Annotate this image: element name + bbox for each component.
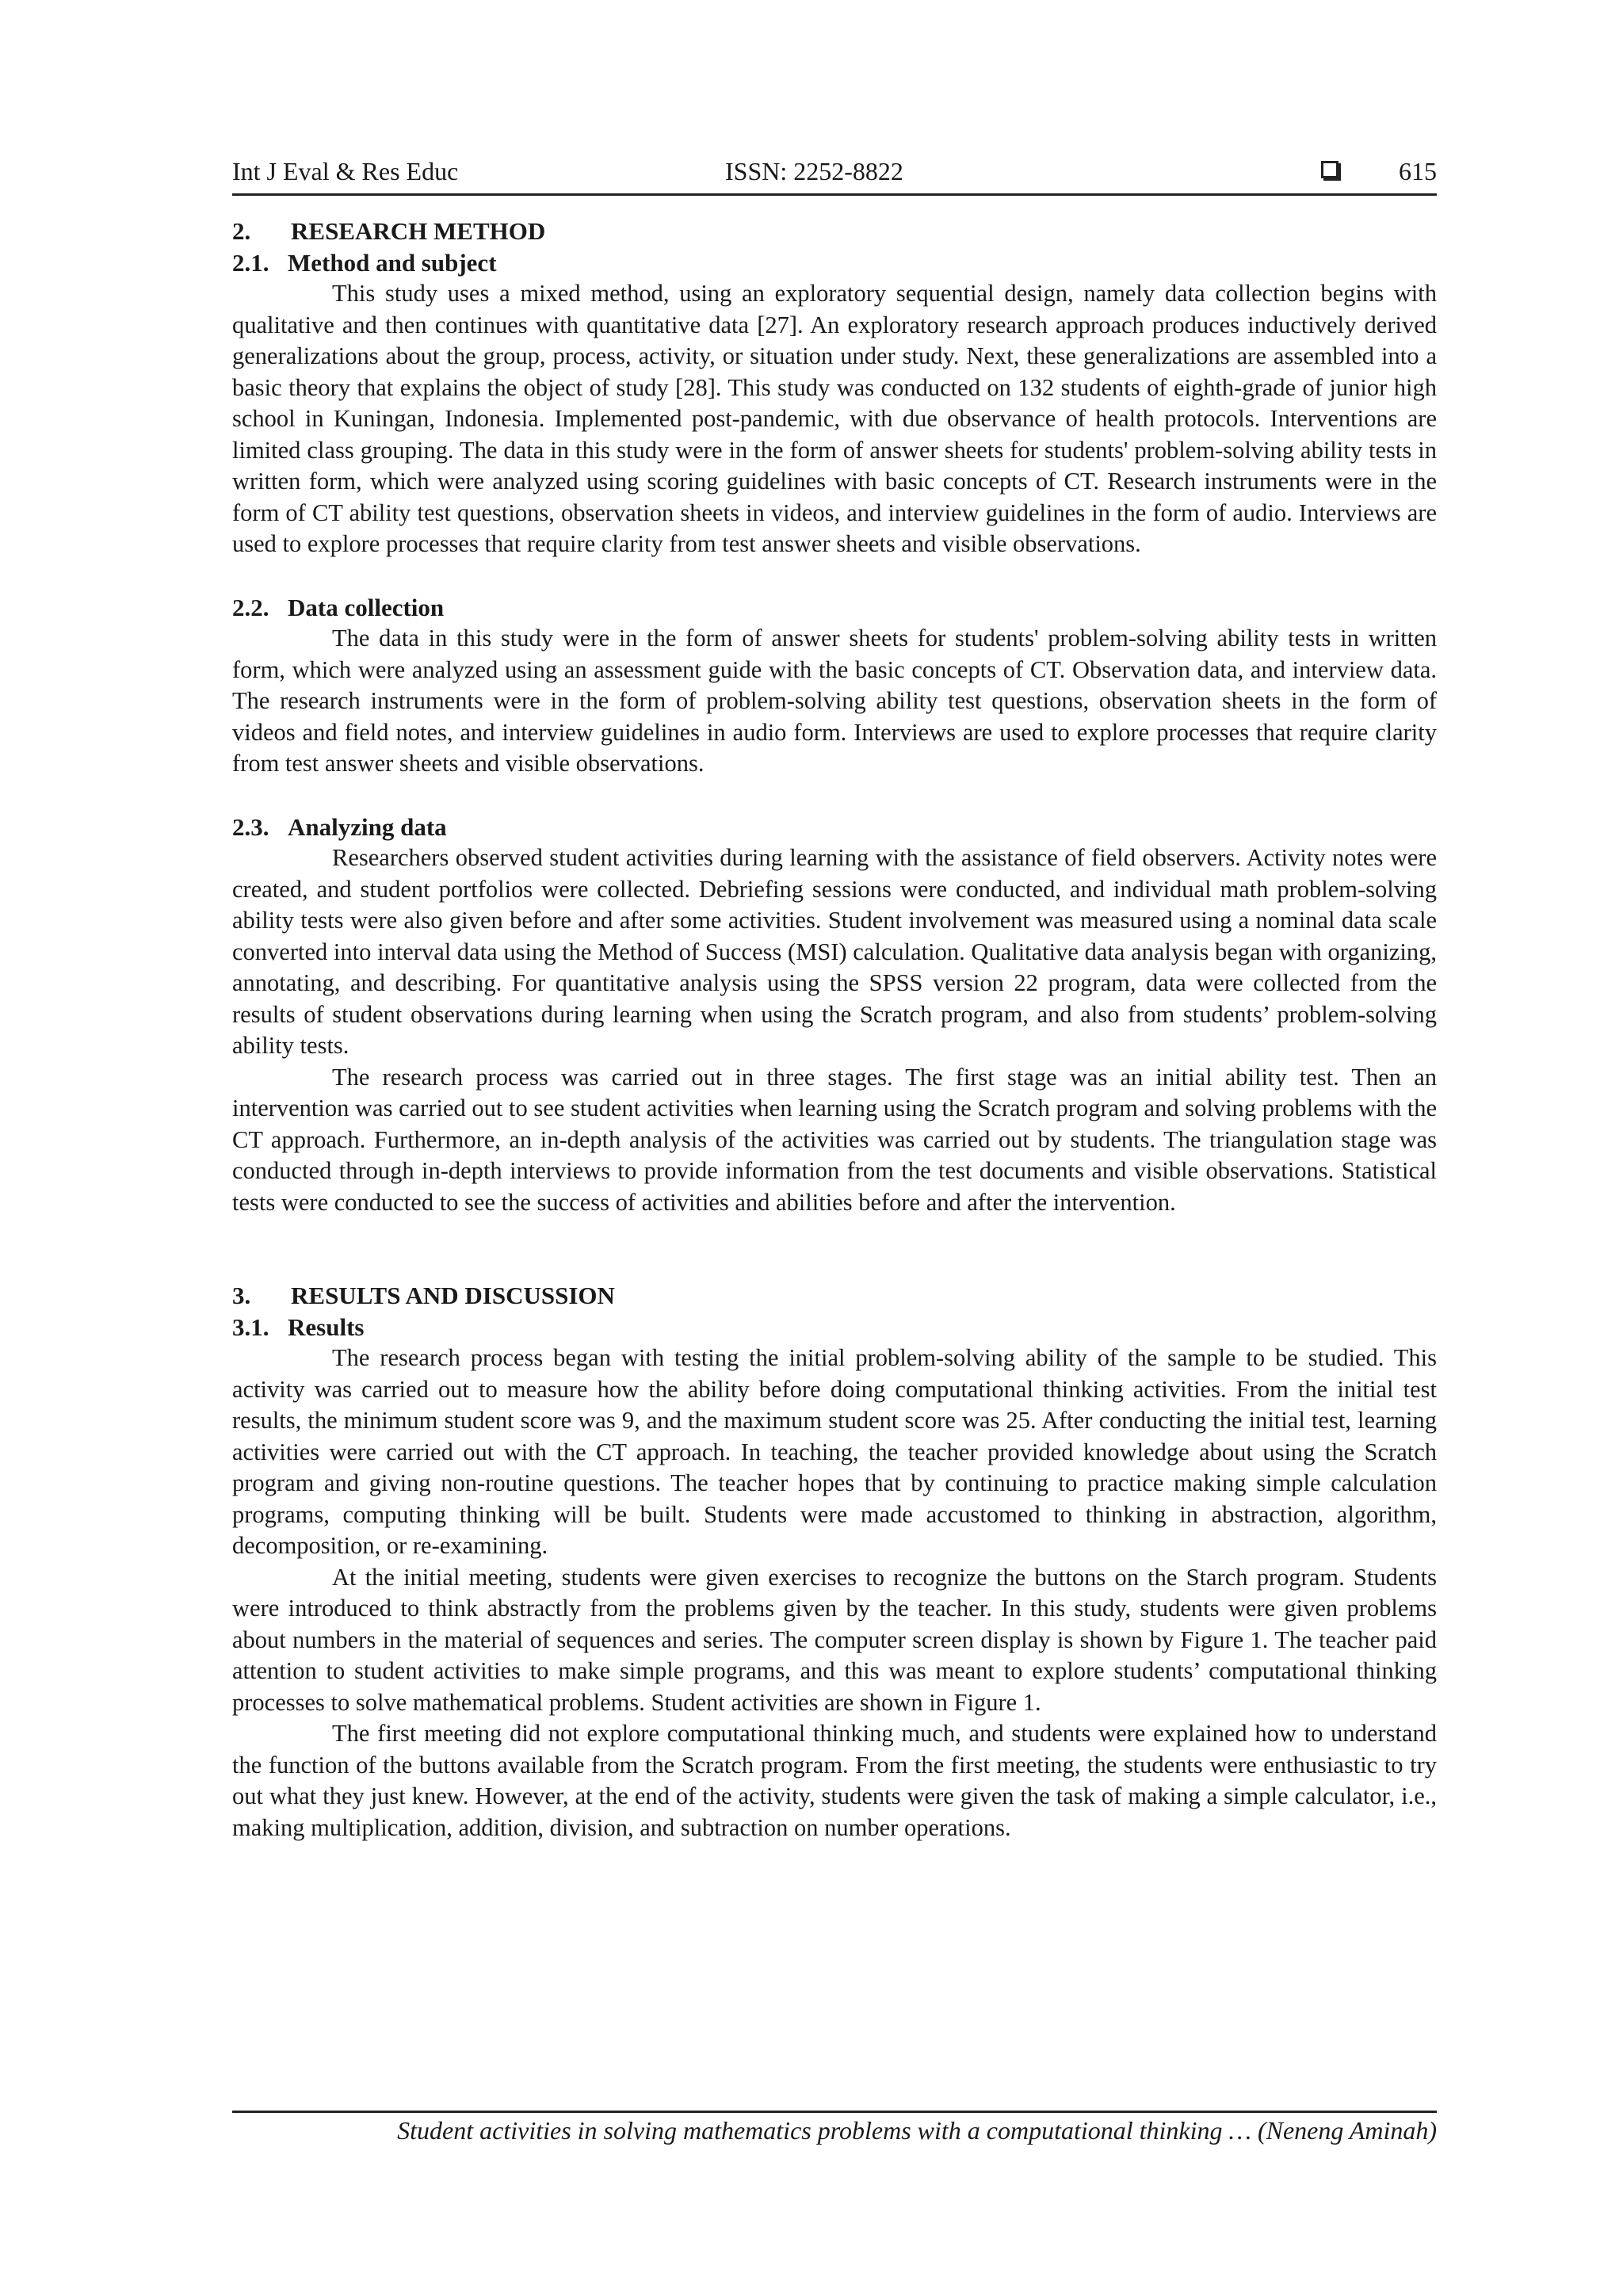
paragraph: The first meeting did not explore computational thinking much, and students were explained how to understand the function of the buttons available from the Scratch program. From the first meeting, the students were enthusiastic to try out what they just knew. However, at the end of the activity, students were given the task of making a simple calculator, i.e., making multiplication, addition, division, and subtraction on number operations.	[232, 1720, 1437, 1841]
paragraph: The data in this study were in the form of answer sheets for students' problem-solving ability tests in written form, which were analyzed using an assessment guide with the basic concepts of CT. Observation data, and interview data. The research instruments were in the form of problem-solving ability test questions, observation sheets in the form of videos and field notes, and interview guidelines in audio form. Interviews are used to explore processes that require clarity from test answer sheets and visible observations.	[232, 625, 1437, 777]
section-heading-research-method: 2. RESEARCH METHOD	[232, 217, 546, 245]
page-number: 615	[1399, 157, 1437, 185]
running-footer: Student activities in solving mathematics problems with a computational thinking … (Neneng Aminah)	[397, 2116, 1437, 2145]
subsection-heading-data-collection: 2.2. Data collection	[232, 593, 445, 621]
subsection-heading-results: 3.1. Results	[232, 1312, 365, 1341]
subsection-heading-method-and-subject: 2.1. Method and subject	[232, 248, 497, 277]
square-icon	[1321, 161, 1338, 178]
footer-rule	[232, 2111, 1437, 2113]
subsection-heading-analyzing-data: 2.3. Analyzing data	[232, 812, 447, 841]
issn: ISSN: 2252-8822	[725, 157, 903, 185]
paragraph: This study uses a mixed method, using an exploratory sequential design, namely data collection begins with qualitative and then continues with quantitative data [27]. An exploratory research approach produces inductively derived generalizations about the group, process, activity, or situation under study. Next, these generalizations are assembled into a basic theory that explains the object of study [28]. This study was conducted on 132 students of eighth-grade of junior high school in Kuningan, Indonesia. Implemented post-pandemic, with due observance of health protocols. Interventions are limited class grouping. The data in this study were in the form of answer sheets for students' problem-solving ability tests in written form, which were analyzed using scoring guidelines with basic concepts of CT. Research instruments were in the form of CT ability test questions, observation sheets in videos, and interview guidelines in the form of audio. Interviews are used to explore processes that require clarity from test answer sheets and visible observations.	[232, 280, 1437, 557]
paragraph: Researchers observed student activities during learning with the assistance of field observers. Activity notes were created, and student portfolios were collected. Debriefing sessions were conducted, and individual math problem-solving ability tests were also given before and after some activities. Student involvement was measured using a nominal data scale converted into interval data using the Method of Success (MSI) calculation. Qualitative data analysis began with organizing, annotating, and describing. For quantitative analysis using the SPSS version 22 program, data were collected from the results of student observations during learning when using the Scratch program, and also from students’ problem-solving ability tests.	[232, 844, 1437, 1059]
section-heading-results-and-discussion: 3. RESULTS AND DISCUSSION	[232, 1282, 615, 1309]
paragraph: The research process was carried out in three stages. The first stage was an initial ability test. Then an intervention was carried out to see student activities when learning using the Scratch program and solving problems with the CT approach. Furthermore, an in-depth analysis of the activities was carried out by students. The triangulation stage was conducted through in-depth interviews to provide information from the test documents and visible observations. Statistical tests were conducted to see the success of activities and abilities before and after the intervention.	[232, 1063, 1437, 1216]
paragraph: At the initial meeting, students were given exercises to recognize the buttons on the Starch program. Students were introduced to think abstractly from the problems given by the teacher. In this study, students were given problems about numbers in the material of sequences and series. The computer screen display is shown by Figure 1. The teacher paid attention to student activities to make simple programs, and this was meant to explore students’ computational thinking processes to solve mathematical problems. Student activities are shown in Figure 1.	[232, 1563, 1437, 1716]
running-header	[232, 155, 1437, 196]
paragraph: The research process began with testing the initial problem-solving ability of the sample to be studied. This activity was carried out to measure how the ability before doing computational thinking activities. From the initial test results, the minimum student score was 9, and the maximum student score was 25. After conducting the initial test, learning activities were carried out with the CT approach. In teaching, the teacher provided knowledge about using the Scratch program and giving non-routine questions. The teacher hopes that by continuing to practice making simple calculation programs, computing thinking will be built. Students were made accustomed to thinking in abstraction, algorithm, decomposition, or re-examining.	[232, 1344, 1437, 1559]
article-body	[232, 216, 1437, 1843]
page	[232, 0, 1437, 2296]
journal-name: Int J Eval & Res Educ	[232, 157, 459, 185]
